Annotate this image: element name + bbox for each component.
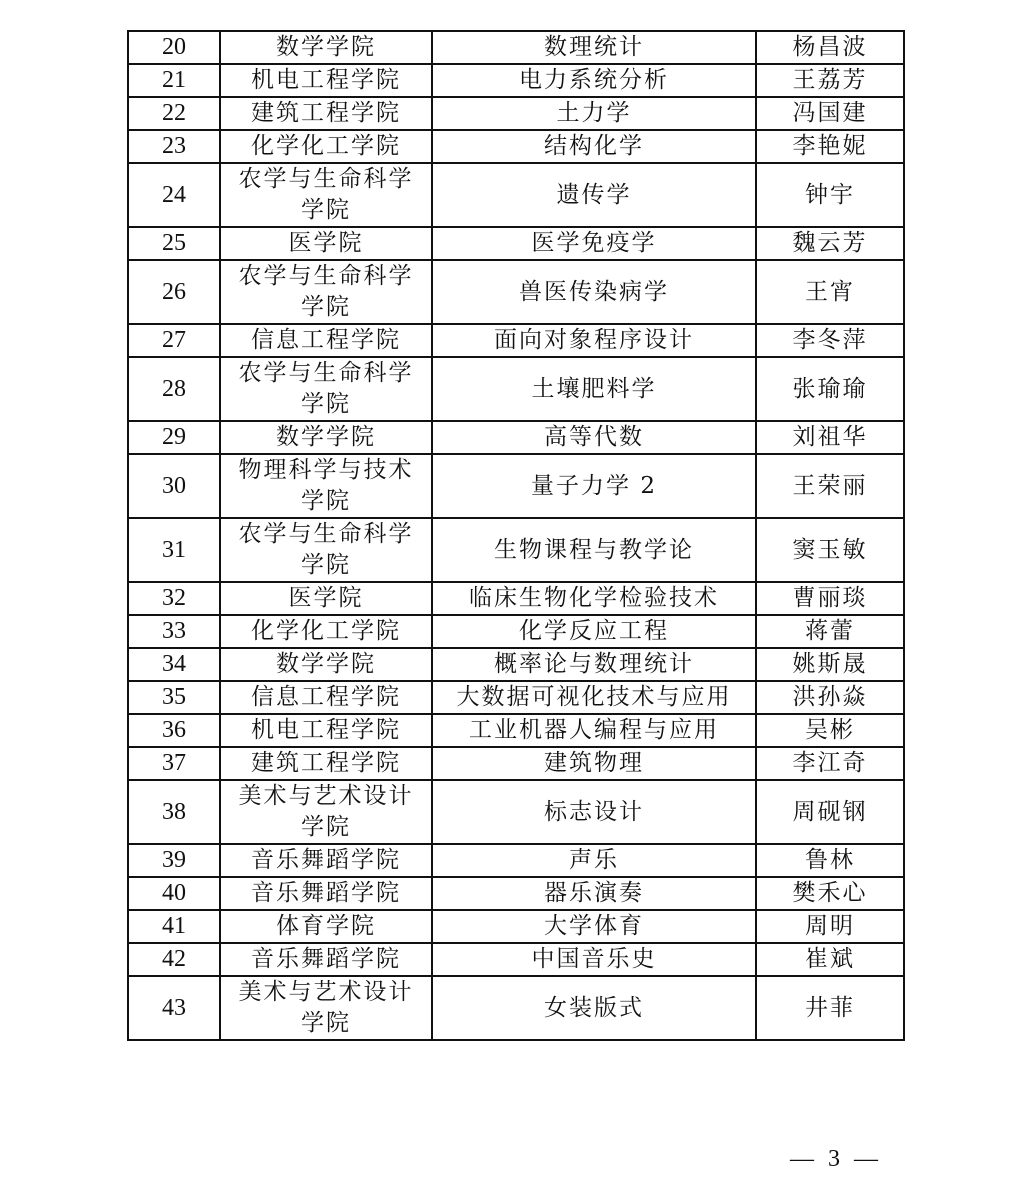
row-number-cell: 23 (128, 130, 220, 163)
row-number-cell: 36 (128, 714, 220, 747)
course-cell: 器乐演奏 (432, 877, 756, 910)
college-cell: 美术与艺术设计学院 (220, 976, 432, 1040)
table-row (128, 943, 904, 976)
course-cell: 兽医传染病学 (432, 260, 756, 324)
college-cell: 音乐舞蹈学院 (220, 943, 432, 976)
teacher-cell: 钟宇 (756, 163, 904, 227)
course-cell: 土力学 (432, 97, 756, 130)
teacher-cell: 张瑜瑜 (756, 357, 904, 421)
table-row (128, 877, 904, 910)
course-cell: 化学反应工程 (432, 615, 756, 648)
row-number-cell: 43 (128, 976, 220, 1040)
table-row (128, 454, 904, 518)
teacher-cell: 杨昌波 (756, 31, 904, 64)
teacher-cell: 曹丽琰 (756, 582, 904, 615)
teacher-cell: 吴彬 (756, 714, 904, 747)
row-number-cell: 41 (128, 910, 220, 943)
college-cell: 农学与生命科学学院 (220, 163, 432, 227)
course-cell: 女装版式 (432, 976, 756, 1040)
table-row (128, 518, 904, 582)
course-cell: 结构化学 (432, 130, 756, 163)
table-row (128, 714, 904, 747)
row-number-cell: 34 (128, 648, 220, 681)
row-number-cell: 35 (128, 681, 220, 714)
table-row (128, 681, 904, 714)
table-row (128, 844, 904, 877)
teacher-cell: 魏云芳 (756, 227, 904, 260)
row-number-cell: 24 (128, 163, 220, 227)
row-number-cell: 27 (128, 324, 220, 357)
college-cell: 物理科学与技术学院 (220, 454, 432, 518)
course-cell: 中国音乐史 (432, 943, 756, 976)
row-number-cell: 32 (128, 582, 220, 615)
teacher-cell: 李江奇 (756, 747, 904, 780)
teacher-cell: 王荣丽 (756, 454, 904, 518)
teacher-cell: 鲁林 (756, 844, 904, 877)
college-cell: 化学化工学院 (220, 130, 432, 163)
teacher-cell: 李艳妮 (756, 130, 904, 163)
college-cell: 数学学院 (220, 648, 432, 681)
college-cell: 医学院 (220, 582, 432, 615)
college-cell: 数学学院 (220, 421, 432, 454)
college-cell: 建筑工程学院 (220, 747, 432, 780)
course-cell: 医学免疫学 (432, 227, 756, 260)
course-cell: 电力系统分析 (432, 64, 756, 97)
course-cell: 生物课程与教学论 (432, 518, 756, 582)
page-number: — 3 — (790, 1146, 882, 1172)
course-cell: 数理统计 (432, 31, 756, 64)
college-cell: 农学与生命科学学院 (220, 518, 432, 582)
table-row (128, 31, 904, 64)
row-number-cell: 30 (128, 454, 220, 518)
table-row (128, 421, 904, 454)
teacher-cell: 周砚钢 (756, 780, 904, 844)
table-row (128, 747, 904, 780)
teacher-cell: 洪孙焱 (756, 681, 904, 714)
course-cell: 工业机器人编程与应用 (432, 714, 756, 747)
college-cell: 机电工程学院 (220, 714, 432, 747)
row-number-cell: 29 (128, 421, 220, 454)
teacher-cell: 王宵 (756, 260, 904, 324)
table-row (128, 780, 904, 844)
college-cell: 数学学院 (220, 31, 432, 64)
row-number-cell: 28 (128, 357, 220, 421)
college-cell: 农学与生命科学学院 (220, 260, 432, 324)
teacher-cell: 井菲 (756, 976, 904, 1040)
college-cell: 美术与艺术设计学院 (220, 780, 432, 844)
teacher-cell: 窦玉敏 (756, 518, 904, 582)
course-cell: 声乐 (432, 844, 756, 877)
row-number-cell: 39 (128, 844, 220, 877)
teacher-cell: 蒋蕾 (756, 615, 904, 648)
teacher-cell: 王荔芳 (756, 64, 904, 97)
course-cell: 面向对象程序设计 (432, 324, 756, 357)
row-number-cell: 21 (128, 64, 220, 97)
table-row (128, 615, 904, 648)
row-number-cell: 20 (128, 31, 220, 64)
table-row (128, 976, 904, 1040)
table-row (128, 227, 904, 260)
college-cell: 机电工程学院 (220, 64, 432, 97)
course-table (127, 30, 905, 1041)
table-row (128, 357, 904, 421)
teacher-cell: 姚斯晟 (756, 648, 904, 681)
teacher-cell: 刘祖华 (756, 421, 904, 454)
course-cell: 遗传学 (432, 163, 756, 227)
row-number-cell: 38 (128, 780, 220, 844)
course-list-sheet (127, 30, 903, 1041)
college-cell: 化学化工学院 (220, 615, 432, 648)
row-number-cell: 33 (128, 615, 220, 648)
course-cell: 大学体育 (432, 910, 756, 943)
table-row (128, 130, 904, 163)
college-cell: 信息工程学院 (220, 324, 432, 357)
college-cell: 医学院 (220, 227, 432, 260)
row-number-cell: 31 (128, 518, 220, 582)
teacher-cell: 崔斌 (756, 943, 904, 976)
table-row (128, 64, 904, 97)
course-cell: 临床生物化学检验技术 (432, 582, 756, 615)
college-cell: 建筑工程学院 (220, 97, 432, 130)
college-cell: 信息工程学院 (220, 681, 432, 714)
college-cell: 体育学院 (220, 910, 432, 943)
teacher-cell: 李冬萍 (756, 324, 904, 357)
table-row (128, 163, 904, 227)
course-cell: 概率论与数理统计 (432, 648, 756, 681)
course-cell: 建筑物理 (432, 747, 756, 780)
table-body (128, 31, 904, 1040)
college-cell: 农学与生命科学学院 (220, 357, 432, 421)
course-cell: 标志设计 (432, 780, 756, 844)
teacher-cell: 樊禾心 (756, 877, 904, 910)
course-cell: 量子力学 2 (432, 454, 756, 518)
table-row (128, 582, 904, 615)
row-number-cell: 26 (128, 260, 220, 324)
table-row (128, 324, 904, 357)
teacher-cell: 周明 (756, 910, 904, 943)
college-cell: 音乐舞蹈学院 (220, 844, 432, 877)
teacher-cell: 冯国建 (756, 97, 904, 130)
table-row (128, 97, 904, 130)
course-cell: 大数据可视化技术与应用 (432, 681, 756, 714)
row-number-cell: 22 (128, 97, 220, 130)
row-number-cell: 25 (128, 227, 220, 260)
row-number-cell: 40 (128, 877, 220, 910)
table-row (128, 910, 904, 943)
row-number-cell: 42 (128, 943, 220, 976)
course-cell: 高等代数 (432, 421, 756, 454)
table-row (128, 648, 904, 681)
table-row (128, 260, 904, 324)
row-number-cell: 37 (128, 747, 220, 780)
college-cell: 音乐舞蹈学院 (220, 877, 432, 910)
course-cell: 土壤肥料学 (432, 357, 756, 421)
